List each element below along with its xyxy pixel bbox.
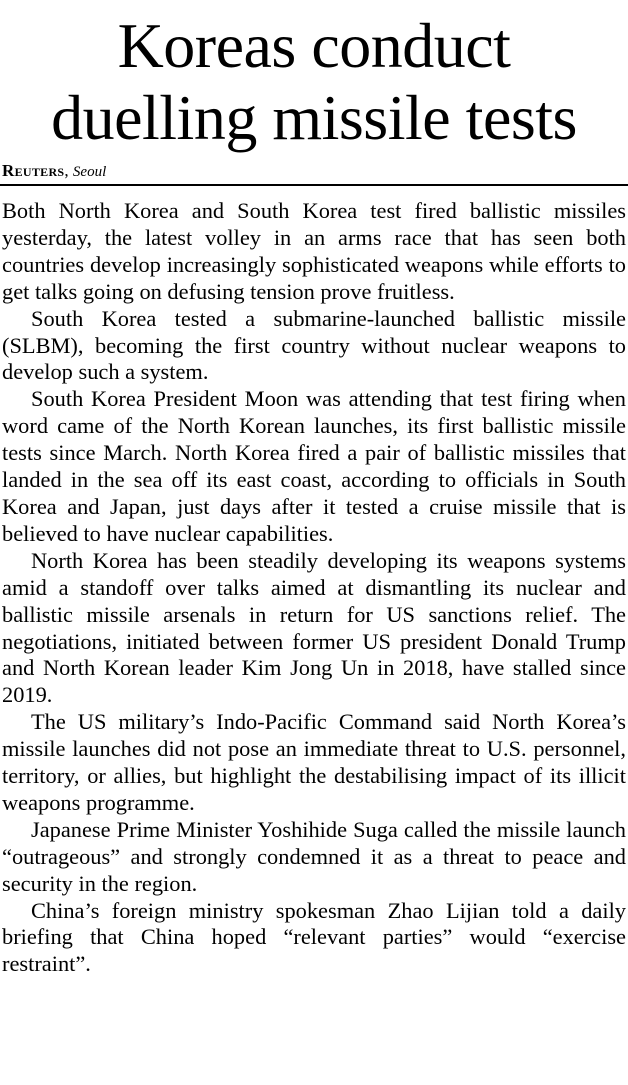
article-body (0, 198, 628, 978)
headline (0, 0, 628, 154)
paragraph-6: Japanese Prime Minister Yoshihide Suga called the missile launch “outrageous” and strongly condemned it as a threat to peace and security in the region. (2, 816, 626, 896)
paragraph-5: The US military’s Indo-Pacific Command said North Korea’s missile launches did not pose an immediate threat to U.S. personnel, territory, or allies, but highlight the destabilising impact of its illicit weapons programme. (2, 709, 626, 815)
paragraph-2: South Korea tested a submarine-launched ballistic missile (SLBM), becoming the first country without nuclear weapons to develop such a system. (2, 305, 626, 385)
byline (0, 160, 628, 182)
byline-location: Seoul (72, 164, 107, 180)
header-divider (0, 184, 628, 186)
paragraph-1: Both North Korea and South Korea test fired ballistic missiles yesterday, the latest volley in an arms race that has seen both countries develop increasingly sophisticated weapons while efforts to get talks going on defusing tension prove fruitless. (2, 198, 626, 304)
paragraph-3: South Korea President Moon was attending that test firing when word came of the North Korean launches, its first ballistic missile tests since March. North Korea fired a pair of ballistic missiles that landed in the sea off its east coast, according to officials in South Korea and Japan, just days after it tested a cruise missile that is believed to have nuclear capabilities. (2, 386, 626, 546)
byline-agency: Reuters (2, 161, 65, 180)
headline-line-1: Koreas conduct (117, 10, 511, 81)
paragraph-4: North Korea has been steadily developing its weapons systems amid a standoff over talks aimed at dismantling its nuclear and ballistic missile arsenals in return for US sanctions relief. The negotiations, initiated between former US president Donald Trump and North Korean leader Kim Jong Un in 2018, have stalled since 2019. (2, 547, 626, 708)
headline-line-2: duelling missile tests (51, 82, 577, 153)
paragraph-7: China’s foreign ministry spokesman Zhao Lijian told a daily briefing that China hoped “relevant parties” would “exercise restraint”. (2, 897, 626, 977)
byline-separator: , (64, 161, 73, 180)
